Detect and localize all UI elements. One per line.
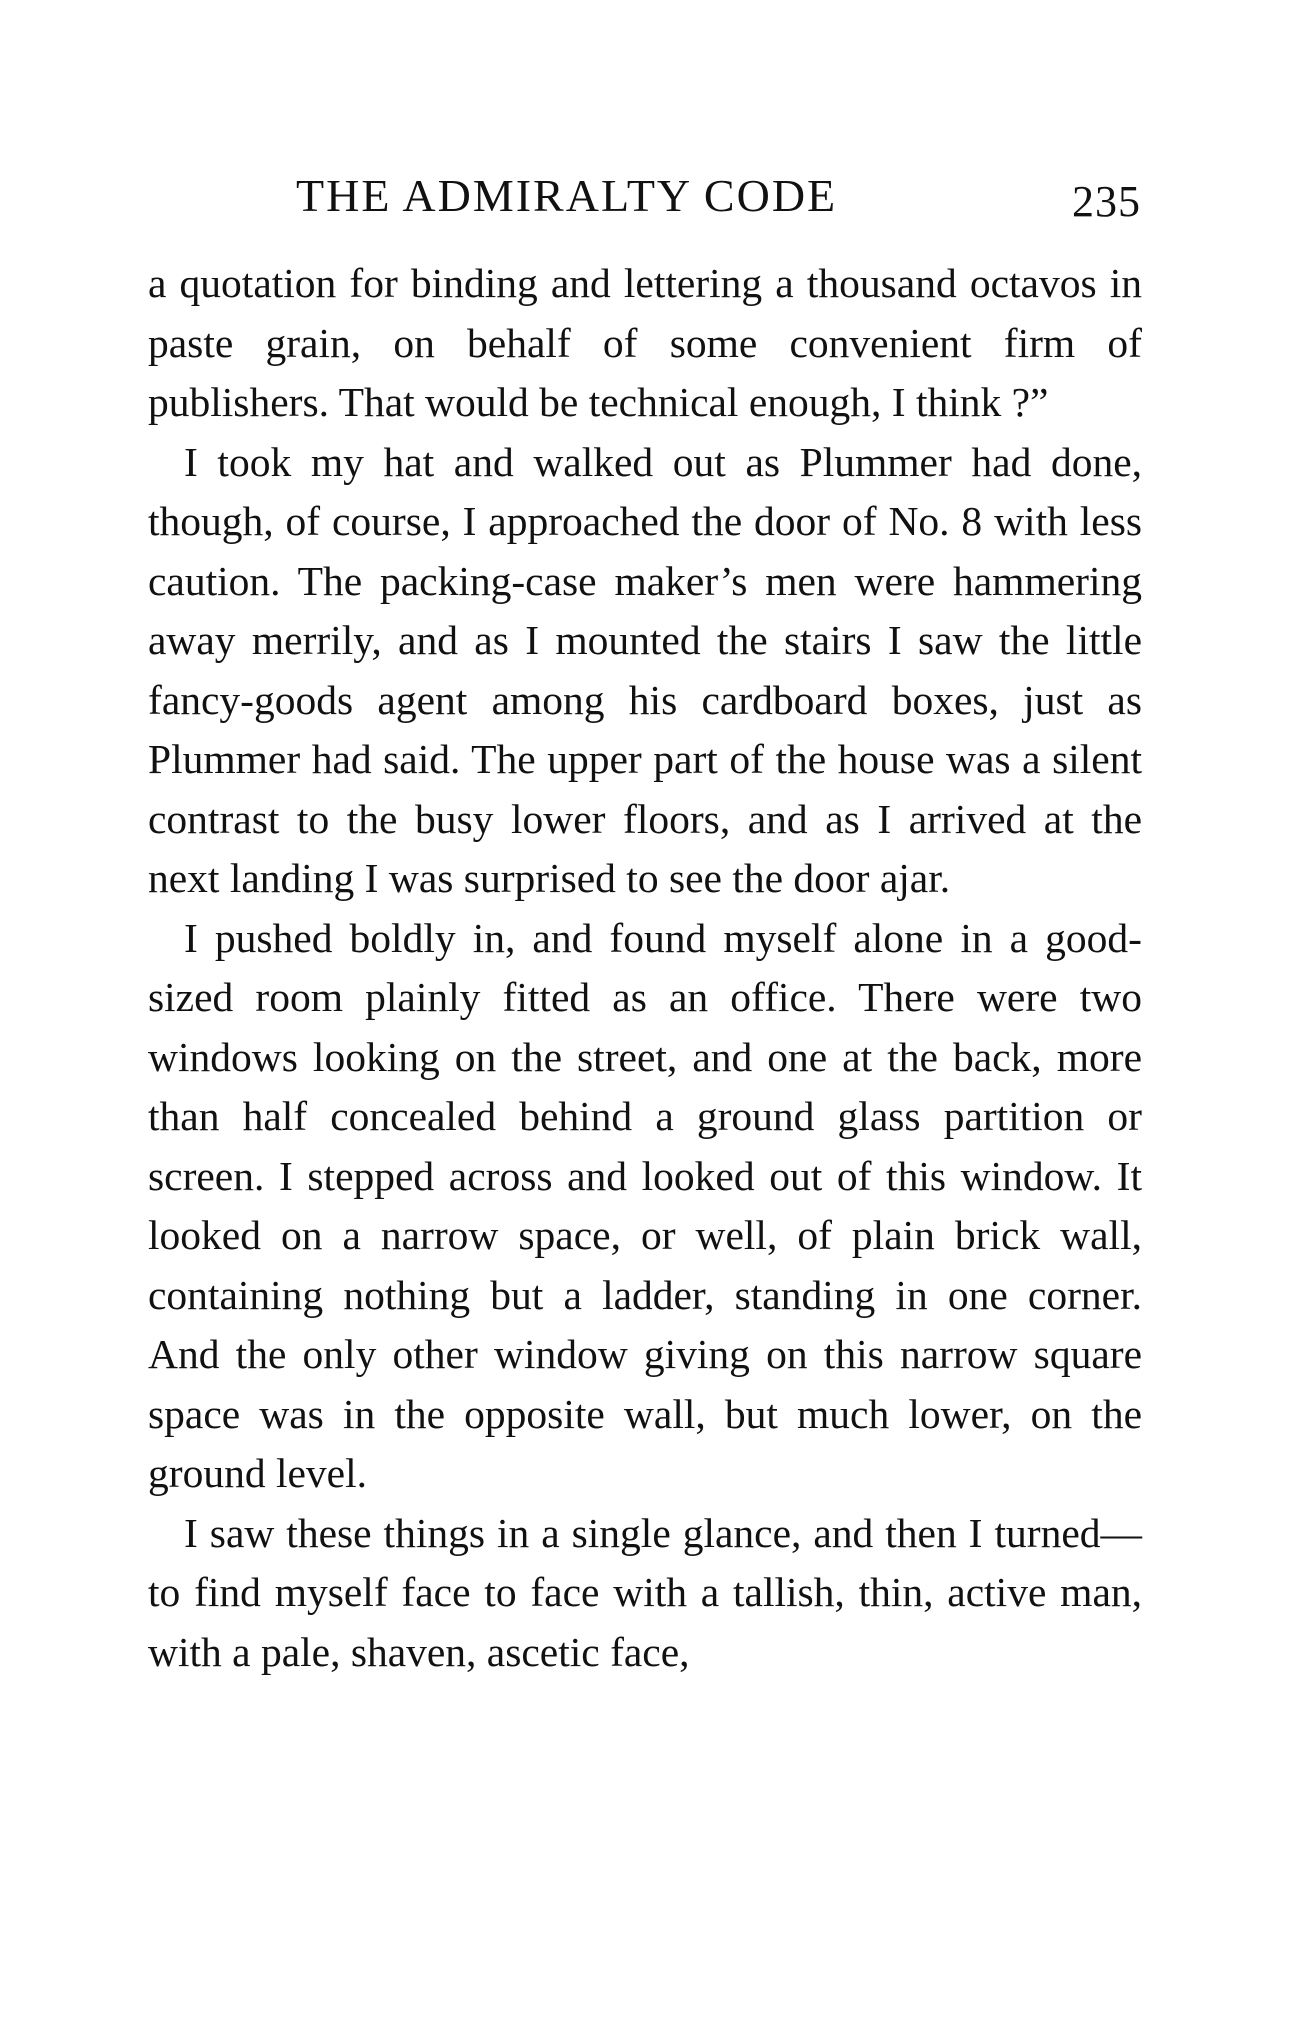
page-number: 235 — [1072, 177, 1141, 226]
running-title: THE ADMIRALTY CODE — [296, 170, 838, 221]
paragraph: I pushed boldly in, and found myself alone in a good-sized room plainly fitted as an office. There were two windows looking on the street, and one at the back, more than half concealed behind a ground glass partition or screen. I stepped across and looked out of this window. It looked on a narrow space, or well, of plain brick wall, containing nothing but a ladder, standing in one corner. And the only other window giving on this narrow square space was in the opposite wall, but much lower, on the ground level. — [148, 914, 1142, 1496]
paragraph: I saw these things in a single glance, and then I turned—to find myself face to face with a tallish, thin, active man, with a pale, shaven, ascetic face, — [148, 1509, 1142, 1675]
paragraph-continued: a quotation for binding and lettering a thousand octavos in paste grain, on behalf of some convenient firm of publishers. That would be technical enough, I think ?” — [148, 260, 1142, 425]
body-text — [148, 254, 1142, 1682]
running-head — [296, 166, 1296, 226]
paragraph: I took my hat and walked out as Plummer had done, though, of course, I approached the door of No. 8 with less caution. The packing-case maker’s men were hammering away merrily, and as I mounted the stairs I saw the little fancy-goods agent among his cardboard boxes, just as Plummer had said. The upper part of the house was a silent contrast to the busy lower floors, and as I arrived at the next landing I was surprised to see the door ajar. — [148, 438, 1142, 901]
